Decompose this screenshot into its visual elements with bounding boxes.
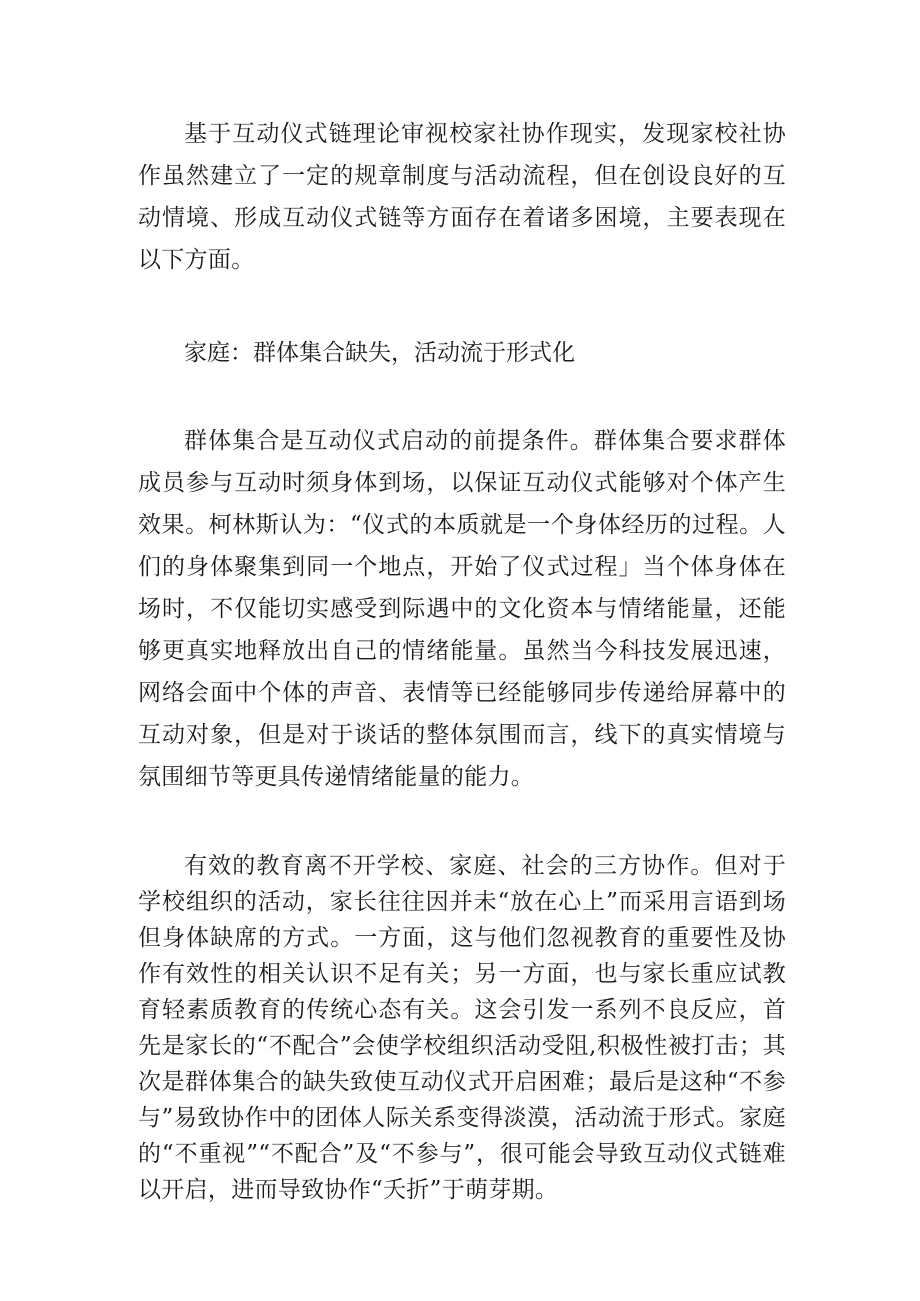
body-paragraph-family-cooperation: 有效的教育离不开学校、家庭、社会的三方协作。但对于学校组织的活动，家长往往因并未“放在心上”而采用言语到场但身体缺席的方式。一方面，这与他们忽视教育的重要性及协作有效性的相关认识不足有关；另一方面，也与家长重应试教育轻素质教育的传统心态有关。这会引发一系列不良反应，首先是家长的“不配合”会使学校组织活动受阻,积极性被打击；其次是群体集合的缺失致使互动仪式开启困难；最后是这种“不参与”易致协作中的团体人际关系变得淡漠，活动流于形式。家庭的“不重视”“不配合”及“不参与”，很可能会导致互动仪式链难以开启，进而导致协作“夭折”于萌芽期。 xyxy=(138,853,786,1203)
section-heading: 家庭：群体集合缺失，活动流于形式化 xyxy=(184,340,575,366)
body-paragraph-group-gathering: 群体集合是互动仪式启动的前提条件。群体集合要求群体成员参与互动时须身体到场，以保证互动仪式能够对个体产生效果。柯林斯认为：“仪式的本质就是一个身体经历的过程。人们的身体聚集到同一个地点，开始了仪式过程」当个体身体在场时，不仅能切实感受到际遇中的文化资本与情绪能量，还能够更真实地释放出自己的情绪能量。虽然当今科技发展迅速，网络会面中个体的声音、表情等已经能够同步传递给屏幕中的互动对象，但是对于谈话的整体氛围而言，线下的真实情境与氛围细节等更具传递情绪能量的能力。 xyxy=(138,428,786,790)
intro-paragraph: 基于互动仪式链理论审视校家社协作现实，发现家校社协作虽然建立了一定的规章制度与活动流程，但在创设良好的互动情境、形成互动仪式链等方面存在着诸多困境，主要表现在以下方面。 xyxy=(138,121,786,273)
